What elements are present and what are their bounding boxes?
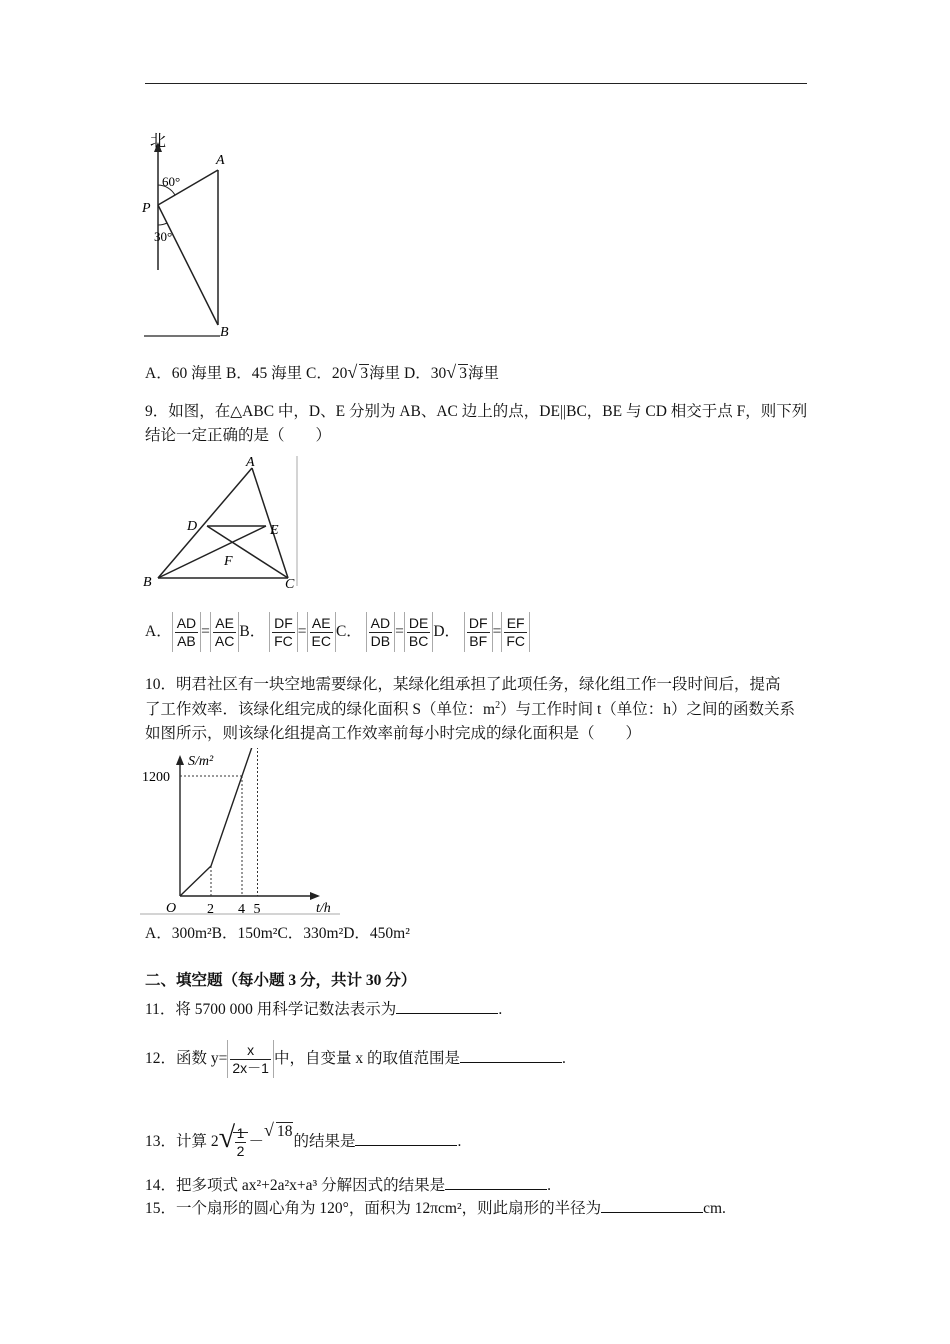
sqrt-half: √ $\frac{1}{2}$ [219, 1122, 249, 1162]
point-b-label: B [220, 325, 229, 340]
q10-line2: 了工作效率．该绿化组完成的绿化面积 S（单位：$m^2$）与工作时间 t（单位：h）之间的函数关系 [145, 699, 795, 718]
answer-blank-14[interactable] [445, 1171, 547, 1190]
svg-text:F: F [224, 554, 233, 569]
q15: 15．一个扇形的圆心角为 120°，面积为 12πcm²，则此扇形的半径为 cm. [145, 1194, 726, 1222]
q10-line3: 如图所示，则该绿化组提高工作效率前每小时完成的绿化面积是（ ） [145, 725, 642, 742]
q8-option-a-b-c: A．60 海里 B．45 海里 C．20 [145, 365, 348, 382]
y-axis-label: S/m² [188, 754, 214, 769]
figure-q8 [140, 128, 240, 343]
origin-label: O [166, 901, 177, 916]
sqrt-18: √ 18 [263, 1120, 293, 1140]
q8-option-d-unit: 海里 [467, 365, 499, 382]
svg-text:D: D [187, 519, 198, 534]
q9-line1: 9．如图，在△ABC 中，D、E 分别为 AB、AC 边上的点，DE||BC，BE 与 CD 相交于点 F，则下列 [145, 403, 808, 420]
q11: 11．将 5700 000 用科学记数法表示为 . [145, 995, 502, 1023]
sqrt-3-c: √ 3 [347, 362, 369, 382]
x-axis-arrow-icon [310, 892, 320, 900]
q12: 12．函数 y= $\frac{x}{2x-1}$ 中，自变量 x 的取值范围是 . [145, 1040, 566, 1078]
point-p-label: P [142, 201, 151, 216]
answer-blank-13[interactable] [355, 1127, 457, 1146]
svg-text:B: B [143, 575, 152, 590]
svg-text:C: C [285, 577, 295, 592]
series-line [180, 748, 267, 896]
x-tick-label: 2 [207, 902, 214, 917]
answer-blank-12[interactable] [460, 1044, 562, 1063]
point-a-label: A [216, 153, 225, 168]
section-heading: 二、填空题（每小题 3 分，共计 30 分） [145, 972, 417, 989]
q9-options: A． $\frac{AD}{AB}$ = $\frac{AE}{AC}$ B． $\frac{DF}{FC}$ = $\frac{AE}{EC}$ C． $\frac{AD}{DB}$ = $\frac{DE}{BC}$ D． $\frac{DF}{BF}$ = $\frac{EF}{FC}$ [145, 612, 530, 652]
north-label: 北 [150, 133, 167, 150]
x-tick-label: 5 [253, 902, 261, 917]
q10-line1: 10．明君社区有一块空地需要绿化，某绿化组承担了此项任务，绿化组工作一段时间后，提高 [145, 676, 781, 693]
q13: 13．计算 2 √ $\frac{1}{2}$ － √ 18的结果是 . [145, 1112, 461, 1162]
x-axis-label: t/h [316, 901, 331, 916]
q10-options: A．300m²B．150m²C．330m²D．450m² [145, 925, 410, 942]
svg-text:E: E [270, 523, 279, 538]
y-axis-arrow-icon [176, 755, 184, 765]
q9-line2: 结论一定正确的是（ ） [145, 427, 332, 444]
angle-60-label: 60° [162, 174, 181, 189]
answer-blank-11[interactable] [396, 995, 498, 1014]
header-rule [145, 83, 807, 84]
answer-blank-15[interactable] [601, 1194, 703, 1213]
x-tick-label: 4 [238, 902, 245, 917]
svg-text:A: A [246, 455, 255, 470]
q14: 14．把多项式 ax²+2a²x+a³ 分解因式的结果是 . [145, 1171, 551, 1199]
q8-options [145, 361, 499, 387]
sqrt-3-d: √ 3 [446, 362, 467, 382]
angle-30-label: 30° [154, 229, 173, 244]
y-tick-label: 1200 [142, 770, 170, 785]
figure-q9 [140, 452, 305, 592]
figure-q10-chart [140, 748, 345, 920]
q8-option-c-d: 海里 D．30 [369, 365, 447, 382]
